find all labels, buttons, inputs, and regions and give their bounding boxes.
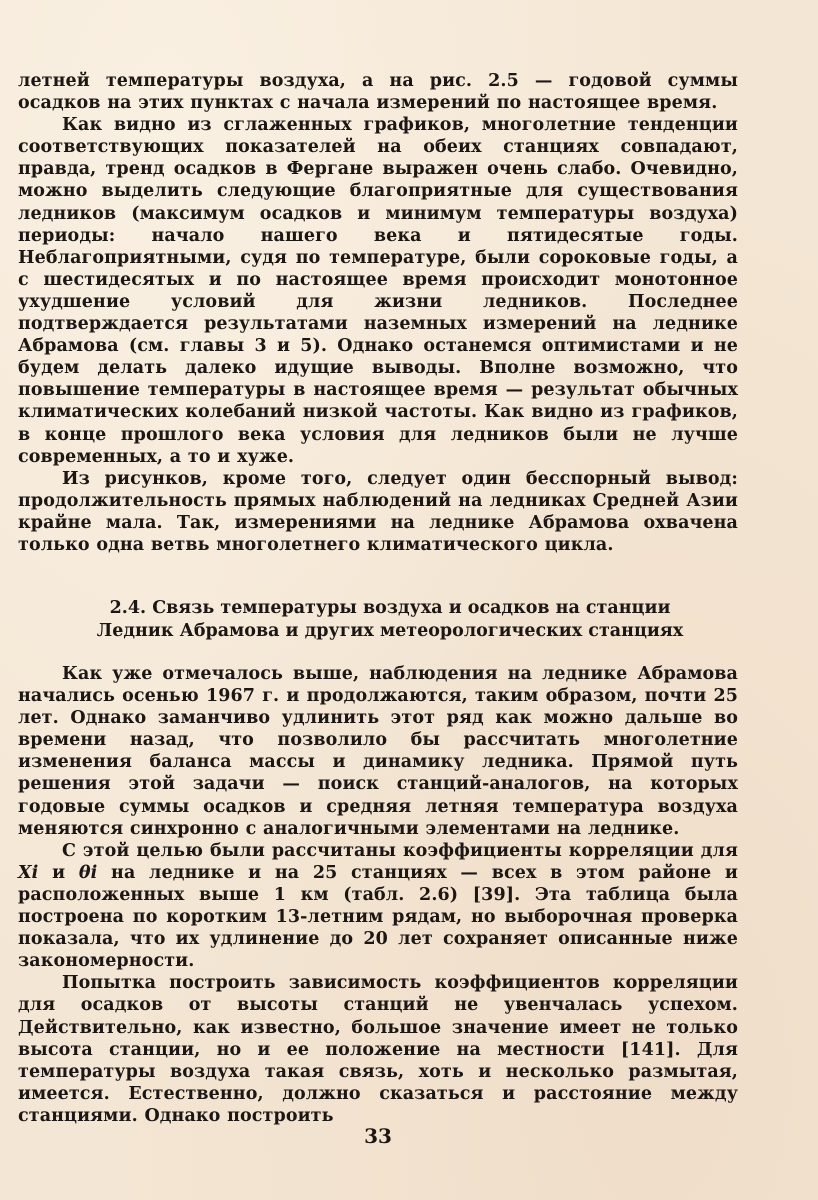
correlation-text-end: на леднике и на 25 станциях — всех в этом районе и расположенных выше 1 км (табл. 2.6) [39]. Эта таблица была построена по коротким 13-летним рядам, но выборочная проверка показала, что их удлинение до 20 лет сохраняет описанные ниже закономерности. [18, 862, 738, 972]
paragraph-observations: Как уже отмечалось выше, наблюдения на леднике Абрамова начались осенью 1967 г. и продолжаются, таким образом, почти 25 лет. Однако заманчиво удлинить этот ряд как можно дальше во времени назад, что позволило бы рассчитать многолетние изменения баланса массы и динамику ледника. Прямой путь решения этой задачи — поиск станций-аналогов, на которых годовые суммы осадков и средняя летняя температура воздуха меняются синхронно с аналогичными элементами на леднике. [18, 664, 738, 839]
paragraph-trends: Как видно из сглаженных графиков, многолетние тенденции соответствующих показателей на обеих станциях совпадают, правда, тренд осадков в Фергане выражен очень слабо. Очевидно, можно выделить следующие благоприятные для существования ледников (максимум осадков и минимум температуры воздуха) периоды: начало нашего века и пятидесятые годы. Неблагоприятными, судя по температуре, были сороковые годы, а с шестидесятых и по настоящее время происходит монотонное ухудшение условий для жизни ледников. Последнее подтверждается результатами наземных измерений на леднике Абрамова (см. главы 3 и 5). Однако останемся оптимистами и не будем делать далеко идущие выводы. Вполне возможно, что повышение температуры в настоящее время — результат обычных климатических колебаний низкой частоты. Как видно из графиков, в конце прошлого века условия для ледников были не лучше современных, а то и хуже. [18, 115, 738, 467]
paragraph-correlation [18, 840, 738, 973]
correlation-text-and: и [38, 862, 79, 883]
page-number: 33 [364, 1124, 392, 1148]
correlation-text-start: С этой целью были рассчитаны коэффициенты корреляции для [62, 840, 738, 861]
section-heading-line2: Ледник Абрамова и других метеорологических станциях [96, 621, 684, 641]
paragraph-conclusion: Из рисунков, кроме того, следует один бесспорный вывод: продолжительность прямых наблюдений на ледниках Средней Азии крайне мала. Так, измерениями на леднике Абрамова охвачена только одна ветвь многолетнего климатического цикла. [18, 468, 738, 555]
paragraph-attempt: Попытка построить зависимость коэффициентов корреляции для осадков от высоты станций не увенчалась успехом. Действительно, как известно, большое значение имеет не только высота станции, но и ее положение на местности [141]. Для температуры воздуха такая связь, хоть и несколько размытая, имеется. Естественно, должно сказаться и расстояние между станциями. Однако построить [18, 973, 738, 1126]
paragraph-continuation: летней температуры воздуха, а на рис. 2.5 — годовой суммы осадков на этих пунктах с начала измерений по настоящее время. [18, 71, 738, 114]
section-heading-line1: 2.4. Связь температуры воздуха и осадков на станции [109, 598, 671, 618]
section-heading [40, 597, 740, 643]
bottom-text-section [18, 663, 738, 1127]
symbol-x-i: Xi [18, 862, 39, 883]
top-text-section [18, 70, 738, 556]
symbol-theta-i: θi [78, 862, 98, 883]
